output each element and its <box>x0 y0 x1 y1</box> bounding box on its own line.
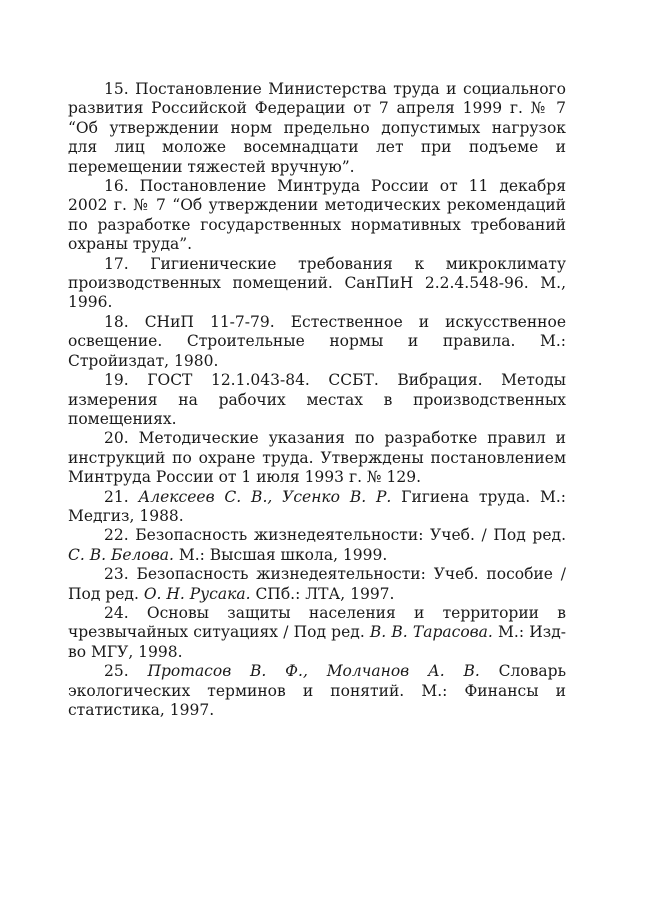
reference-text: М.: Изд-во МГУ, 1998. <box>68 623 566 661</box>
reference-list <box>68 80 566 720</box>
reference-text: Словарь экологических терминов и понятий. М.: Финансы и статистика, 1997. <box>68 662 567 719</box>
reference-text: 24. Основы защиты населения и территории в чрезвычайных ситуациях / Под ред. <box>68 603 566 642</box>
reference-item <box>68 313 566 371</box>
reference-author: В. В. Тарасова. <box>369 623 493 642</box>
reference-item <box>68 526 566 565</box>
reference-text: М.: Высшая школа, 1999. <box>173 545 388 564</box>
reference-item <box>68 80 566 177</box>
reference-text: 18. СНиП 11-7-79. Естественное и искусственное освещение. Строительные нормы и правила. М.: Стройиздат, 1980. <box>68 312 566 370</box>
reference-item <box>68 371 566 429</box>
reference-text: 19. ГОСТ 12.1.043-84. ССБТ. Вибрация. Методы измерения на рабочих местах в производственных помещениях. <box>68 371 566 428</box>
reference-text: 17. Гигиенические требования к микроклимату производственных помещений. СанПиН 2.2.4.548-96. М., 1996. <box>68 254 566 312</box>
reference-item <box>68 429 566 487</box>
reference-author: О. Н. Русака. <box>143 584 251 603</box>
reference-text: 25. <box>104 662 148 681</box>
reference-item <box>68 255 566 313</box>
reference-author: Протасов В. Ф., Молчанов А. В. <box>147 662 480 681</box>
reference-item <box>68 604 566 662</box>
reference-author: С. В. Белова. <box>68 545 174 564</box>
reference-item <box>68 565 566 604</box>
reference-item <box>68 177 566 255</box>
reference-text: 15. Постановление Министерства труда и социального развития Российской Федерации от 7 апреля 1999 г. № 7 “Об утверждении норм предельно допустимых нагрузок для лиц моложе восемнадцати лет при подъеме и перемещении тяжестей вручную”. <box>68 80 566 176</box>
reference-text: 16. Постановление Минтруда России от 11 декабря 2002 г. № 7 “Об утверждении методических рекомендаций по разработке государственных нормативных требований охраны труда”. <box>68 177 566 254</box>
reference-item <box>68 662 566 720</box>
reference-text: 23. Безопасность жизнедеятельности: Учеб. пособие / Под ред. <box>68 565 566 603</box>
reference-text: СПб.: ЛТА, 1997. <box>250 584 395 603</box>
reference-text: 22. Безопасность жизнедеятельности: Учеб. / Под ред. <box>104 526 566 545</box>
reference-text: 21. <box>104 487 139 506</box>
reference-text: Гигиена труда. М.: Медгиз, 1988. <box>68 487 567 525</box>
reference-author: Алексеев С. В., Усенко В. Р. <box>138 487 392 506</box>
reference-item <box>68 488 566 527</box>
reference-text: 20. Методические указания по разработке правил и инструкций по охране труда. Утверждены постановлением Минтруда России от 1 июля 1993 г. № 129. <box>68 429 566 487</box>
